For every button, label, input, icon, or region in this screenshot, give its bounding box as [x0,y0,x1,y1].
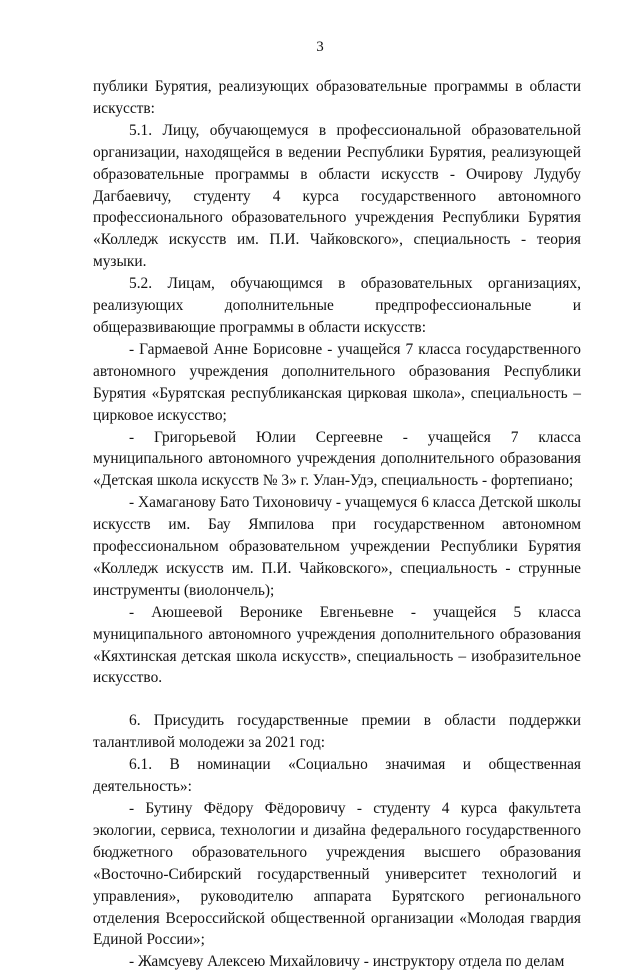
list-item-grigorieva: - Григорьевой Юлии Сергеевне - учащейся 7 класса муниципального автономного учреждения дополнительного образования «Детская школа искусств № 3» г. Улан-Удэ, специальность - фортепиано; [93,428,581,490]
paragraph-continuation: публики Бурятия, реализующих образовательные программы в области искусств: [93,78,581,117]
list-item-garmaeva: - Гармаевой Анне Борисовне - учащейся 7 класса государственного автономного учреждения дополнительного образования Республики Бурятия «Бурятская республиканская цирковая школа», специальность – цирковое искусство; [93,340,581,424]
paragraph-6-1: 6.1. В номинации «Социально значимая и общественная деятельность»: [93,756,581,796]
section-gap [93,689,581,710]
paragraph-5-2: 5.2. Лицам, обучающимся в образовательных организациях, реализующих дополнительные предпрофессиональные и общеразвивающие программы в области искусств: [93,275,581,336]
paragraph-5-1: 5.1. Лицу, обучающемуся в профессиональной образовательной организации, находящейся в ведении Республики Бурятия, реализующей образовательные программы в области искусств - Очирову Лудубу Дагбаевичу, студенту 4 курса государственного автономного профессионального образовательного учреждения Республики Бурятия «Колледж искусств им. П.И. Чайковского», специальность - теория музыки. [93,121,581,271]
page-number: 3 [316,39,324,55]
paragraph-6: 6. Присудить государственные премии в области поддержки талантливой молодежи за 2021 год: [93,712,581,752]
document-body [93,76,581,973]
list-item-khamaganov: - Хамаганову Бато Тихоновичу - учащемуся 6 класса Детской школы искусств им. Бау Ямпилова при государственном автономном профессиональном образовательном учреждении Республики Бурятия «Колледж искусств им. П.И. Чайковского», специальность - струнные инструменты (виолончель); [93,494,581,599]
list-item-zhamsuev: - Жамсуеву Алексею Михайловичу - инструктору отдела по делам [129,953,565,971]
list-item-butin: - Бутину Фёдору Фёдоровичу - студенту 4 курса факультета экологии, сервиса, технологии и дизайна федерального государственного бюджетного образовательного учреждения высшего образования «Восточно-Сибирский государственный университет технологий и управления», руководителю аппарата Бурятского регионального отделения Всероссийской общественной организации «Молодая гвардия Единой России»; [93,800,581,949]
list-item-ayusheeva: - Аюшеевой Веронике Евгеньевне - учащейся 5 класса муниципального автономного учреждения дополнительного образования «Кяхтинская детская школа искусств», специальность – изобразительное искусство. [93,603,581,687]
